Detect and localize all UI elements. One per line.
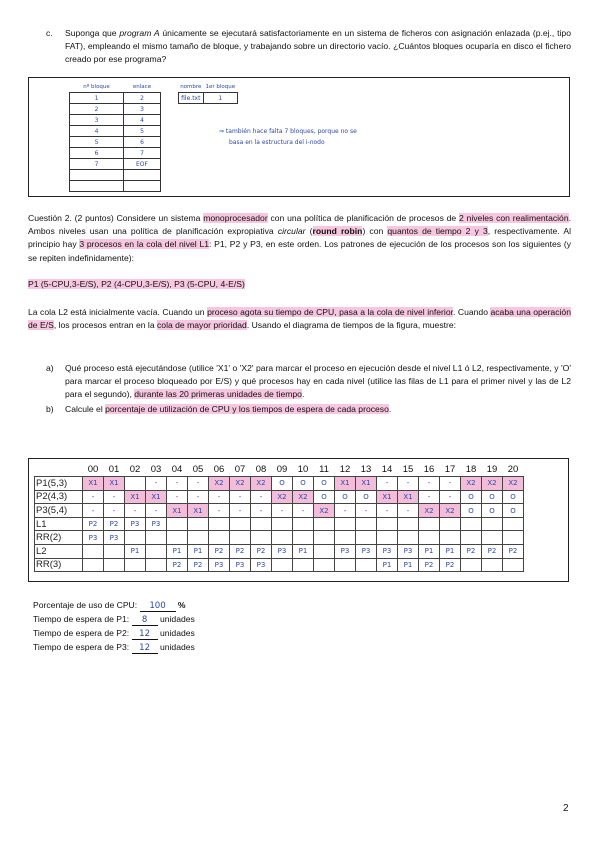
timing-cell[interactable]: P2 xyxy=(83,517,104,531)
fat-table-row xyxy=(70,115,161,126)
timing-cell[interactable] xyxy=(293,517,314,531)
timing-cell[interactable]: X1 xyxy=(104,477,125,491)
timing-cell[interactable] xyxy=(503,531,524,545)
timing-cell[interactable] xyxy=(335,558,356,572)
timing-cell[interactable] xyxy=(356,517,377,531)
timing-cell[interactable]: X1 xyxy=(146,490,167,504)
timing-cell[interactable]: - xyxy=(230,504,251,518)
timing-cell[interactable]: P2 xyxy=(104,517,125,531)
timing-cell[interactable] xyxy=(461,517,482,531)
fat-table-cell xyxy=(124,181,161,192)
timing-cell[interactable] xyxy=(314,558,335,572)
time-header: 11 xyxy=(314,463,335,477)
timing-cell[interactable] xyxy=(272,517,293,531)
timing-cell[interactable]: P2 xyxy=(461,545,482,559)
question-2-title: Cuestión 2. (2 puntos) xyxy=(28,213,114,223)
directory-table xyxy=(178,82,238,104)
timing-cell[interactable]: X2 xyxy=(503,477,524,491)
timing-cell[interactable]: X1 xyxy=(377,490,398,504)
timing-cell[interactable]: - xyxy=(251,490,272,504)
timing-row-label: P3(5,4) xyxy=(35,504,83,518)
cpu-usage-line: Porcentaje de uso de CPU: 100 % xyxy=(33,600,186,611)
fat-table-cell: 5 xyxy=(124,126,161,137)
timing-cell[interactable]: - xyxy=(146,477,167,491)
timing-cell[interactable]: - xyxy=(209,504,230,518)
timing-cell[interactable]: P1 xyxy=(419,545,440,559)
timing-cell[interactable] xyxy=(377,517,398,531)
timing-cell[interactable]: - xyxy=(167,477,188,491)
item-b-text: Calcule el porcentaje de utilización de CPU y los tiempos de espera de cada proceso. xyxy=(65,404,392,414)
time-header: 06 xyxy=(209,463,230,477)
fat-table-header: nº bloque xyxy=(70,82,124,93)
timing-cell[interactable] xyxy=(398,531,419,545)
timing-cell[interactable] xyxy=(461,531,482,545)
time-header: 12 xyxy=(335,463,356,477)
timing-cell[interactable] xyxy=(440,531,461,545)
fat-table-cell: 3 xyxy=(124,104,161,115)
fat-table-row xyxy=(70,137,161,148)
timing-cell[interactable]: - xyxy=(419,477,440,491)
time-header: 07 xyxy=(230,463,251,477)
timing-cell[interactable]: X1 xyxy=(167,504,188,518)
fat-table-cell: 7 xyxy=(124,148,161,159)
handwritten-note: ⇒ también hace falta 7 bloques, porque no se basa en la estructura del i-nodo xyxy=(219,128,357,146)
timing-cell[interactable] xyxy=(167,517,188,531)
fat-table xyxy=(69,82,161,192)
timing-cell[interactable] xyxy=(188,517,209,531)
timing-cell[interactable] xyxy=(314,531,335,545)
timing-cell[interactable]: P2 xyxy=(503,545,524,559)
timing-cell[interactable] xyxy=(104,545,125,559)
timing-cell[interactable]: - xyxy=(398,477,419,491)
timing-cell[interactable]: X2 xyxy=(314,504,335,518)
fat-table-row xyxy=(70,148,161,159)
timing-cell[interactable]: - xyxy=(272,504,293,518)
timing-row xyxy=(35,545,524,559)
time-header: 04 xyxy=(167,463,188,477)
time-header: 00 xyxy=(83,463,104,477)
timing-cell[interactable]: - xyxy=(188,477,209,491)
timing-row xyxy=(35,558,524,572)
wait-p3-value[interactable]: 12 xyxy=(132,643,158,654)
timing-cell[interactable]: O xyxy=(461,490,482,504)
timing-cell[interactable]: P3 xyxy=(104,531,125,545)
timing-cell[interactable]: O xyxy=(314,477,335,491)
timing-cell[interactable]: - xyxy=(230,490,251,504)
timing-cell[interactable]: - xyxy=(125,504,146,518)
process-patterns: P1 (5-CPU,3-E/S), P2 (4-CPU,3-E/S), P3 (5-CPU, 4-E/S) xyxy=(28,279,245,289)
fat-table-row xyxy=(70,170,161,181)
timing-row-label: L2 xyxy=(35,545,83,559)
timing-cell[interactable]: O xyxy=(272,477,293,491)
timing-cell[interactable]: - xyxy=(377,477,398,491)
fat-table-row xyxy=(70,126,161,137)
timing-cell[interactable]: X1 xyxy=(83,477,104,491)
cpu-usage-value[interactable]: 100 xyxy=(140,601,176,612)
timing-cell[interactable]: P2 xyxy=(482,545,503,559)
fat-table-row xyxy=(70,93,161,104)
timing-cell[interactable]: - xyxy=(83,504,104,518)
time-header: 20 xyxy=(503,463,524,477)
question-2-intro: Cuestión 2. (2 puntos) Considere un sistema monoprocesador con una política de planificación de procesos de 2 niveles con realimentación. Ambos niveles usan una política de planificación expropiativa circular (round robin) con quantos de tiempo 2 y 3, respectivamente. Al principio hay 3 procesos en la cola del nivel L1: P1, P2 y P3, en este orden. Los patrones de ejecución de los procesos son los siguientes (y se repiten indefinidamente): xyxy=(28,213,572,263)
fat-table-cell: 2 xyxy=(124,93,161,104)
timing-cell[interactable] xyxy=(188,531,209,545)
item-b-marker: b) xyxy=(46,404,54,414)
timing-cell[interactable]: - xyxy=(251,504,272,518)
timing-cell[interactable]: P3 xyxy=(377,545,398,559)
timing-cell[interactable]: O xyxy=(482,490,503,504)
timing-cell[interactable] xyxy=(482,517,503,531)
timing-cell[interactable]: O xyxy=(314,490,335,504)
part-c-answer-box xyxy=(28,77,570,197)
timing-cell[interactable] xyxy=(104,558,125,572)
timing-row xyxy=(35,504,524,518)
fat-table-cell: 3 xyxy=(70,115,124,126)
timing-cell[interactable]: P3 xyxy=(251,558,272,572)
timing-cell[interactable] xyxy=(314,545,335,559)
timing-cell[interactable]: - xyxy=(377,504,398,518)
timing-cell[interactable]: O xyxy=(293,477,314,491)
timing-cell[interactable]: P3 xyxy=(209,558,230,572)
directory-table-header: nombre xyxy=(179,82,204,93)
timing-cell[interactable]: O xyxy=(335,490,356,504)
fat-table-cell xyxy=(70,170,124,181)
timing-cell[interactable]: O xyxy=(461,504,482,518)
timing-cell[interactable]: O xyxy=(482,504,503,518)
timing-cell[interactable]: P1 xyxy=(125,545,146,559)
wait-p2-value[interactable]: 12 xyxy=(132,629,158,640)
timing-cell[interactable] xyxy=(125,531,146,545)
timing-cell[interactable]: X2 xyxy=(482,477,503,491)
item-a-text: Qué proceso está ejecutándose (utilice 'X1' o 'X2' para marcar el proceso en ejecución desde el nivel L1 ó L2, respectivamente, y 'O' para marcar el proceso bloqueado por E/S) y qué procesos hay en cada nivel (utilice las filas de L1 para el primer nivel y las de L2 para el segundo), durante las 20 primeras unidades de tiempo. xyxy=(65,363,571,400)
timing-cell[interactable]: X2 xyxy=(272,490,293,504)
timing-cell[interactable]: X1 xyxy=(356,477,377,491)
timing-cell[interactable]: X2 xyxy=(209,477,230,491)
timing-corner xyxy=(35,463,83,477)
wait-p1-line: Tiempo de espera de P1: 8 unidades xyxy=(33,614,195,625)
timing-cell[interactable]: X2 xyxy=(293,490,314,504)
part-c-marker: c. xyxy=(46,28,53,38)
fat-table-cell: 6 xyxy=(124,137,161,148)
timing-cell[interactable]: P1 xyxy=(293,545,314,559)
time-header: 15 xyxy=(398,463,419,477)
timing-cell[interactable]: P3 xyxy=(146,517,167,531)
timing-cell[interactable]: P1 xyxy=(188,545,209,559)
timing-cell[interactable] xyxy=(251,517,272,531)
fat-table-cell: 2 xyxy=(70,104,124,115)
timing-cell[interactable]: P2 xyxy=(251,545,272,559)
timing-diagram xyxy=(28,458,569,582)
timing-cell[interactable]: O xyxy=(503,504,524,518)
time-header: 17 xyxy=(440,463,461,477)
directory-table-header: 1er bloque xyxy=(203,82,237,93)
timing-cell[interactable] xyxy=(419,531,440,545)
timing-cell[interactable]: - xyxy=(335,504,356,518)
timing-cell[interactable]: P2 xyxy=(440,558,461,572)
fat-table-cell xyxy=(124,170,161,181)
timing-cell[interactable] xyxy=(482,558,503,572)
time-header: 19 xyxy=(482,463,503,477)
time-header: 09 xyxy=(272,463,293,477)
timing-cell[interactable] xyxy=(230,531,251,545)
timing-cell[interactable] xyxy=(209,531,230,545)
timing-cell[interactable]: P2 xyxy=(230,545,251,559)
fat-table-cell: 4 xyxy=(124,115,161,126)
timing-cell[interactable]: P3 xyxy=(356,545,377,559)
timing-cell[interactable] xyxy=(293,531,314,545)
timing-cell[interactable] xyxy=(503,558,524,572)
timing-cell[interactable]: X1 xyxy=(125,490,146,504)
fat-table-header: enlace xyxy=(124,82,161,93)
page-number: 2 xyxy=(563,803,569,814)
item-a-marker: a) xyxy=(46,363,54,373)
timing-cell[interactable]: - xyxy=(398,504,419,518)
timing-cell[interactable]: - xyxy=(356,504,377,518)
timing-cell[interactable]: P1 xyxy=(398,558,419,572)
timing-cell[interactable]: P3 xyxy=(125,517,146,531)
timing-cell[interactable]: - xyxy=(440,490,461,504)
fat-table-row xyxy=(70,104,161,115)
timing-cell[interactable]: - xyxy=(188,490,209,504)
timing-cell[interactable]: X1 xyxy=(335,477,356,491)
timing-row xyxy=(35,531,524,545)
directory-table-cell: file.txt xyxy=(179,93,204,104)
time-header: 14 xyxy=(377,463,398,477)
timing-cell[interactable]: - xyxy=(293,504,314,518)
timing-cell[interactable] xyxy=(146,545,167,559)
fat-table-row xyxy=(70,181,161,192)
wait-p2-line: Tiempo de espera de P2: 12 unidades xyxy=(33,628,195,639)
timing-cell[interactable] xyxy=(419,517,440,531)
timing-cell[interactable]: P3 xyxy=(272,545,293,559)
timing-cell[interactable] xyxy=(398,517,419,531)
timing-cell[interactable]: P3 xyxy=(230,558,251,572)
fat-table-cell: 1 xyxy=(70,93,124,104)
directory-table-row xyxy=(179,93,238,104)
timing-cell[interactable] xyxy=(83,558,104,572)
timing-cell[interactable]: X1 xyxy=(398,490,419,504)
fat-table-row xyxy=(70,159,161,170)
timing-row-label: P2(4,3) xyxy=(35,490,83,504)
timing-cell[interactable]: P2 xyxy=(167,558,188,572)
time-header: 10 xyxy=(293,463,314,477)
timing-cell[interactable]: - xyxy=(83,490,104,504)
timing-cell[interactable]: P2 xyxy=(209,545,230,559)
fat-table-cell: EOF xyxy=(124,159,161,170)
fat-table-cell xyxy=(70,181,124,192)
timing-cell[interactable]: - xyxy=(146,504,167,518)
timing-cell[interactable] xyxy=(167,531,188,545)
timing-cell[interactable] xyxy=(209,517,230,531)
timing-cell[interactable] xyxy=(230,517,251,531)
timing-cell[interactable]: X2 xyxy=(461,477,482,491)
timing-cell[interactable]: O xyxy=(503,490,524,504)
time-header: 16 xyxy=(419,463,440,477)
timing-cell[interactable] xyxy=(335,531,356,545)
timing-cell[interactable] xyxy=(125,558,146,572)
timing-cell[interactable]: P1 xyxy=(440,545,461,559)
timing-cell[interactable] xyxy=(293,558,314,572)
timing-cell[interactable]: P1 xyxy=(167,545,188,559)
timing-cell[interactable]: P3 xyxy=(398,545,419,559)
fat-table-cell: 6 xyxy=(70,148,124,159)
wait-p3-line: Tiempo de espera de P3: 12 unidades xyxy=(33,642,195,653)
part-c-text: Suponga que program A únicamente se ejecutará satisfactoriamente en un sistema de ficheros con asignación enlazada (p.ej., tipo FAT), empleando el mismo tamaño de bloque, y trabajando sobre un directorio vacío. ¿Cuántos bloques ocuparía en disco el fichero creado por ese programa? xyxy=(65,28,571,65)
timing-cell[interactable] xyxy=(440,517,461,531)
timing-cell[interactable] xyxy=(335,517,356,531)
timing-cell[interactable]: P2 xyxy=(419,558,440,572)
time-header: 01 xyxy=(104,463,125,477)
fat-table-cell: 7 xyxy=(70,159,124,170)
timing-cell[interactable]: - xyxy=(440,477,461,491)
timing-cell[interactable]: O xyxy=(356,490,377,504)
timing-row-label: RR(2) xyxy=(35,531,83,545)
timing-cell[interactable] xyxy=(146,558,167,572)
time-header: 05 xyxy=(188,463,209,477)
timing-cell[interactable] xyxy=(503,517,524,531)
timing-cell[interactable]: X2 xyxy=(230,477,251,491)
timing-cell[interactable] xyxy=(356,558,377,572)
timing-cell[interactable]: P3 xyxy=(335,545,356,559)
timing-row xyxy=(35,517,524,531)
timing-cell[interactable] xyxy=(356,531,377,545)
timing-cell[interactable]: X2 xyxy=(419,504,440,518)
time-header: 03 xyxy=(146,463,167,477)
timing-cell[interactable] xyxy=(272,531,293,545)
time-header: 08 xyxy=(251,463,272,477)
timing-cell[interactable]: - xyxy=(167,490,188,504)
timing-cell[interactable] xyxy=(251,531,272,545)
timing-cell[interactable]: - xyxy=(209,490,230,504)
timing-cell[interactable] xyxy=(314,517,335,531)
timing-cell[interactable]: - xyxy=(104,504,125,518)
timing-row xyxy=(35,490,524,504)
timing-cell[interactable]: - xyxy=(419,490,440,504)
timing-row xyxy=(35,477,524,491)
timing-cell[interactable]: P3 xyxy=(83,531,104,545)
timing-cell[interactable] xyxy=(146,531,167,545)
fat-table-cell: 4 xyxy=(70,126,124,137)
timing-cell[interactable]: P1 xyxy=(377,558,398,572)
timing-table xyxy=(34,463,524,572)
timing-cell[interactable]: P2 xyxy=(188,558,209,572)
time-header: 02 xyxy=(125,463,146,477)
directory-table-cell: 1 xyxy=(203,93,237,104)
timing-row-label: L1 xyxy=(35,517,83,531)
time-header: 13 xyxy=(356,463,377,477)
timing-cell[interactable]: X1 xyxy=(188,504,209,518)
timing-cell[interactable] xyxy=(272,558,293,572)
timing-cell[interactable] xyxy=(83,545,104,559)
time-header: 18 xyxy=(461,463,482,477)
timing-row-label: RR(3) xyxy=(35,558,83,572)
timing-row-label: P1(5,3) xyxy=(35,477,83,491)
timing-cell[interactable]: X2 xyxy=(251,477,272,491)
timing-cell[interactable] xyxy=(125,477,146,491)
fat-table-cell: 5 xyxy=(70,137,124,148)
question-2-rules: La cola L2 está inicialmente vacía. Cuando un proceso agota su tiempo de CPU, pasa a la cola de nivel inferior. Cuando acaba una operación de E/S, los procesos entran en la cola de mayor prioridad. Usando el diagrama de tiempos de la figura, muestre: xyxy=(28,307,571,331)
timing-cell[interactable] xyxy=(482,531,503,545)
wait-p1-value[interactable]: 8 xyxy=(132,615,158,626)
timing-cell[interactable] xyxy=(461,558,482,572)
timing-cell[interactable]: X2 xyxy=(440,504,461,518)
timing-cell[interactable]: - xyxy=(104,490,125,504)
timing-cell[interactable] xyxy=(377,531,398,545)
